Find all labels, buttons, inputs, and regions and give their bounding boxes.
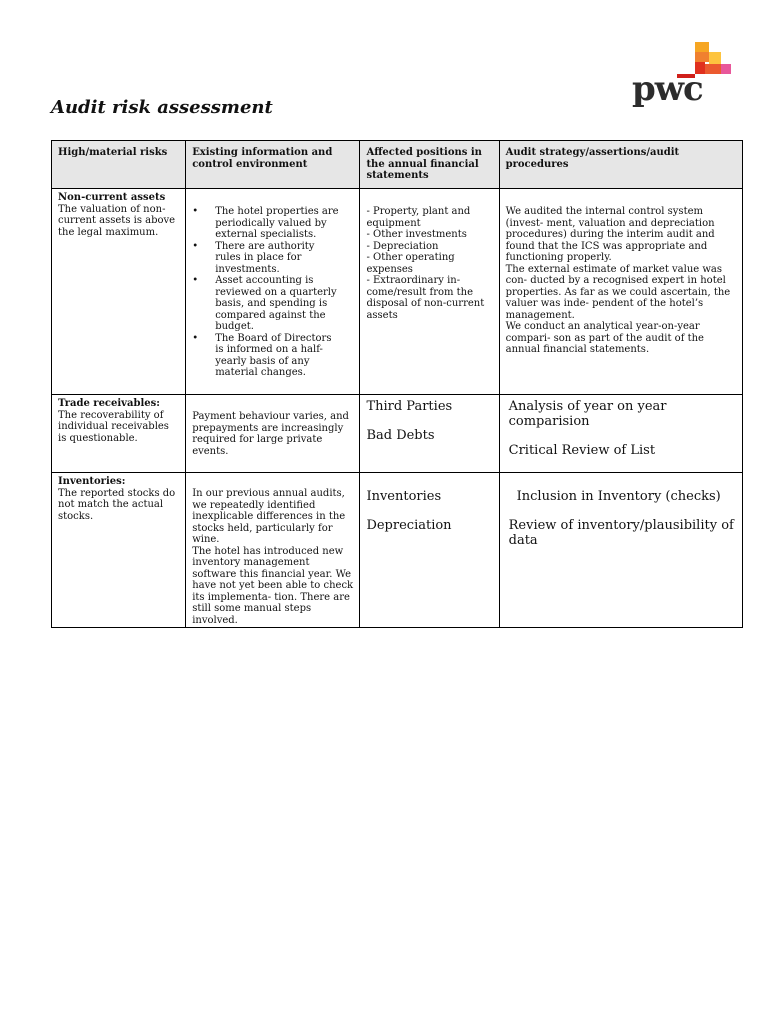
procedure-item: Critical Review of List bbox=[508, 443, 656, 458]
header-risks: High/material risks bbox=[52, 141, 186, 189]
procedure-paragraph: We conduct an analytical year-on-year compari- son as part of the audit of the annual financial statements. bbox=[505, 321, 704, 355]
positions-cell bbox=[360, 395, 499, 473]
pwc-logo bbox=[628, 42, 738, 118]
risk-text: The reported stocks do not match the actual stocks. bbox=[58, 487, 176, 522]
controls-cell bbox=[186, 473, 360, 628]
list-item: • Asset accounting is reviewed on a quarterly basis, and spending is compared against the budget. bbox=[192, 275, 353, 333]
risk-text: The valuation of non-current assets is above the legal maximum. bbox=[58, 203, 176, 238]
header-procedures: Audit strategy/assertions/audit procedures bbox=[499, 141, 742, 189]
procedure-paragraph: The external estimate of market value was con- ducted by a recognised expert in hotel properties. As far as we could ascertain, the valuer was inde- pendent of the hotel’s management. bbox=[505, 263, 731, 321]
risk-heading: Non-current assets bbox=[58, 192, 166, 203]
list-item: • The Board of Directors is informed on a half-yearly basis of any material changes. bbox=[192, 333, 353, 379]
procedures-cell bbox=[499, 473, 742, 628]
procedure-item: Review of inventory/plausibility of data bbox=[508, 518, 734, 548]
header-controls: Existing information and control environment bbox=[186, 141, 360, 189]
positions-cell bbox=[360, 189, 499, 395]
list-item: - Other investments bbox=[366, 229, 467, 240]
list-item: - Extraordinary in-come/result from the disposal of non-current assets bbox=[366, 275, 485, 321]
risk-heading: Inventories: bbox=[58, 476, 126, 487]
risk-text: The recoverability of individual receivables is questionable. bbox=[58, 409, 169, 444]
table-row bbox=[52, 473, 743, 628]
controls-paragraph: The hotel has introduced new inventory management software this financial year. We have not yet been able to check its implementa- tion. There are still some manual steps involved. bbox=[192, 545, 354, 626]
table-row bbox=[52, 189, 743, 395]
pwc-logo-text: pwc bbox=[632, 69, 703, 109]
procedure-item: Analysis of year on year comparision bbox=[508, 399, 667, 429]
risk-cell bbox=[52, 473, 186, 628]
position-item: Third Parties bbox=[366, 399, 453, 414]
risk-cell bbox=[52, 395, 186, 473]
list-item: - Property, plant and equipment bbox=[366, 206, 471, 229]
position-item: Bad Debts bbox=[366, 428, 435, 443]
header-positions: Affected positions in the annual financial statements bbox=[360, 141, 499, 189]
controls-paragraph: In our previous annual audits, we repeatedly identified inexplicable differences in the stocks held, particularly for wine. bbox=[192, 488, 346, 545]
audit-risk-table bbox=[51, 140, 743, 628]
page-title: Audit risk assessment bbox=[51, 97, 273, 118]
procedures-cell bbox=[499, 189, 742, 395]
procedure-item: Inclusion in Inventory (checks) bbox=[516, 489, 721, 504]
list-item: - Depreciation bbox=[366, 240, 439, 252]
list-item: • The hotel properties are periodically valued by external specialists. bbox=[192, 206, 353, 241]
controls-cell bbox=[186, 395, 360, 473]
risk-heading: Trade receivables: bbox=[58, 398, 160, 409]
table-row bbox=[52, 395, 743, 473]
positions-list bbox=[366, 206, 492, 321]
controls-list bbox=[192, 206, 353, 379]
position-item: Inventories bbox=[366, 489, 442, 504]
risk-cell bbox=[52, 189, 186, 395]
table-header-row bbox=[52, 141, 743, 189]
list-item: • There are authority rules in place for investments. bbox=[192, 241, 353, 276]
list-item: - Other operating expenses bbox=[366, 252, 455, 275]
controls-text: Payment behaviour varies, and prepayments are increasingly required for large private events. bbox=[192, 411, 349, 457]
controls-cell bbox=[186, 189, 360, 395]
procedure-paragraph: We audited the internal control system (invest- ment, valuation and depreciation procedures) during the interim audit and found that the ICS was appropriate and functioning properly. bbox=[505, 206, 715, 263]
procedures-cell bbox=[499, 395, 742, 473]
positions-cell bbox=[360, 473, 499, 628]
position-item: Depreciation bbox=[366, 518, 452, 533]
